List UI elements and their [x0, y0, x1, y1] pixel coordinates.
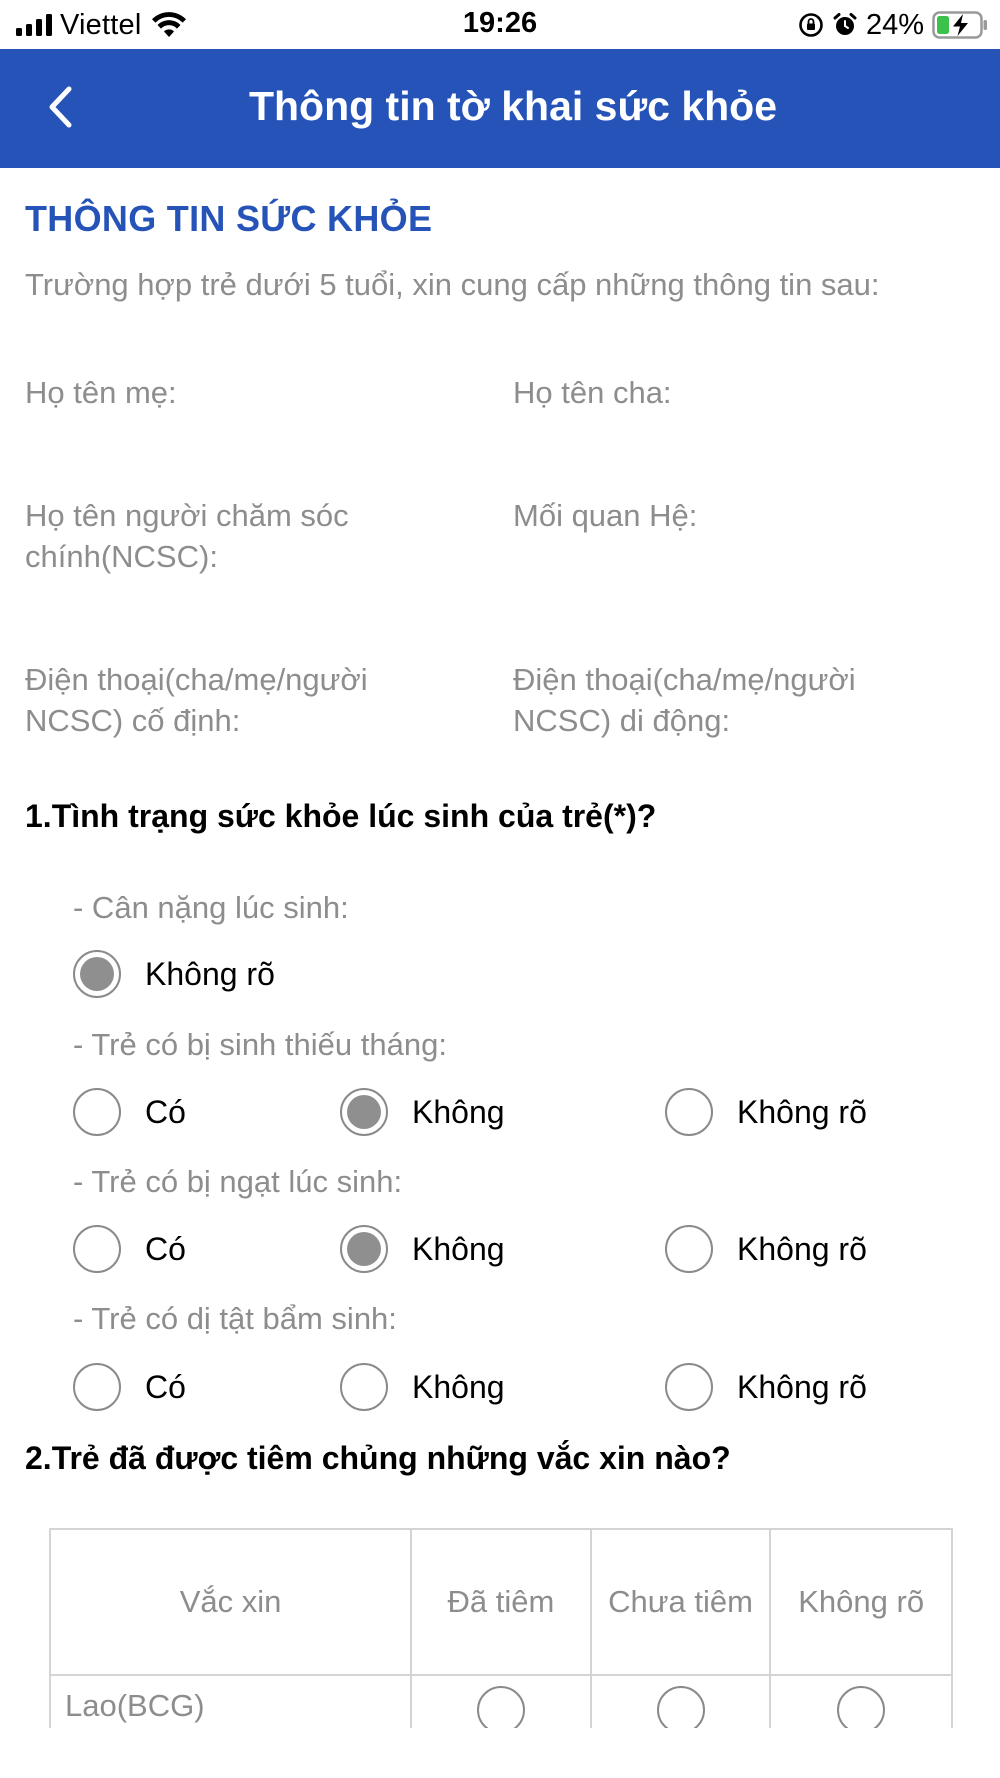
- premature-option-unknown[interactable]: [665, 1088, 867, 1136]
- question-2-title: 2.Trẻ đã được tiêm chủng những vắc xin nào?: [25, 1440, 731, 1476]
- asphyxia-option-no[interactable]: [340, 1225, 505, 1273]
- page-title: Thông tin tờ khai sức khỏe: [248, 83, 778, 129]
- birth-weight-option-unknown[interactable]: [73, 950, 275, 998]
- carrier-name: Viettel: [60, 8, 142, 41]
- radio-button[interactable]: [73, 1088, 121, 1136]
- premature-option-no[interactable]: [340, 1088, 505, 1136]
- premature-label: - Trẻ có bị sinh thiếu tháng:: [73, 1027, 447, 1062]
- option-label: Không rõ: [737, 1368, 867, 1405]
- landline-label: Điện thoại(cha/mẹ/người NCSC) cố định:: [25, 662, 368, 738]
- option-label: Không: [412, 1230, 505, 1267]
- vaccinated-radio[interactable]: [477, 1686, 525, 1734]
- birth-defect-option-unknown[interactable]: [665, 1363, 867, 1411]
- header-vaccinated: Đã tiêm: [411, 1529, 591, 1675]
- radio-button[interactable]: [665, 1363, 713, 1411]
- orientation-lock-icon: [798, 12, 824, 38]
- radio-button[interactable]: [73, 1225, 121, 1273]
- asphyxia-label: - Trẻ có bị ngạt lúc sinh:: [73, 1164, 403, 1199]
- table-header-row: [50, 1529, 952, 1675]
- birth-defect-option-no[interactable]: [340, 1363, 505, 1411]
- header-not-vaccinated: Chưa tiêm: [591, 1529, 771, 1675]
- radio-button[interactable]: [73, 1363, 121, 1411]
- radio-button[interactable]: [340, 1088, 388, 1136]
- option-label: Có: [145, 1368, 186, 1405]
- birth-defect-label: - Trẻ có dị tật bẩm sinh:: [73, 1301, 397, 1336]
- option-label: Có: [145, 1093, 186, 1130]
- alarm-icon: [832, 12, 858, 38]
- section-title: THÔNG TIN SỨC KHỎE: [25, 198, 433, 239]
- radio-button[interactable]: [73, 950, 121, 998]
- radio-button[interactable]: [340, 1225, 388, 1273]
- asphyxia-option-yes[interactable]: [73, 1225, 186, 1273]
- mobile-label: Điện thoại(cha/mẹ/người NCSC) di động:: [513, 662, 856, 738]
- option-label: Không rõ: [737, 1093, 867, 1130]
- relationship-label: Mối quan Hệ:: [513, 498, 698, 533]
- section-intro: Trường hợp trẻ dưới 5 tuổi, xin cung cấp những thông tin sau:: [25, 267, 880, 302]
- radio-button[interactable]: [665, 1225, 713, 1273]
- top-navbar: [0, 49, 1000, 168]
- unknown-radio[interactable]: [837, 1686, 885, 1734]
- radio-button[interactable]: [665, 1088, 713, 1136]
- option-label: Không rõ: [145, 955, 275, 992]
- birth-defect-option-yes[interactable]: [73, 1363, 186, 1411]
- birth-weight-label: - Cân nặng lúc sinh:: [73, 890, 349, 925]
- battery-percent: 24%: [865, 8, 924, 41]
- option-label: Không: [412, 1093, 505, 1130]
- header-unknown: Không rõ: [770, 1529, 952, 1675]
- status-right: [798, 8, 988, 42]
- mother-name-label: Họ tên mẹ:: [25, 375, 177, 410]
- bottom-mask: [0, 1728, 1000, 1778]
- caregiver-name-label: Họ tên người chăm sóc chính(NCSC):: [25, 498, 349, 574]
- asphyxia-option-unknown[interactable]: [665, 1225, 867, 1273]
- status-bar: [0, 0, 1000, 49]
- father-name-label: Họ tên cha:: [513, 375, 672, 410]
- option-label: Không rõ: [737, 1230, 867, 1267]
- radio-button[interactable]: [340, 1363, 388, 1411]
- question-1-title: 1.Tình trạng sức khỏe lúc sinh của trẻ(*)?: [25, 798, 657, 834]
- option-label: Có: [145, 1230, 186, 1267]
- vaccine-name: Lao(BCG): [50, 1675, 411, 1778]
- header-vaccine: Vắc xin: [50, 1529, 411, 1675]
- premature-option-yes[interactable]: [73, 1088, 186, 1136]
- not-vaccinated-radio[interactable]: [657, 1686, 705, 1734]
- status-time: 19:26: [462, 7, 538, 39]
- battery-charging-icon: [932, 11, 988, 39]
- option-label: Không: [412, 1368, 505, 1405]
